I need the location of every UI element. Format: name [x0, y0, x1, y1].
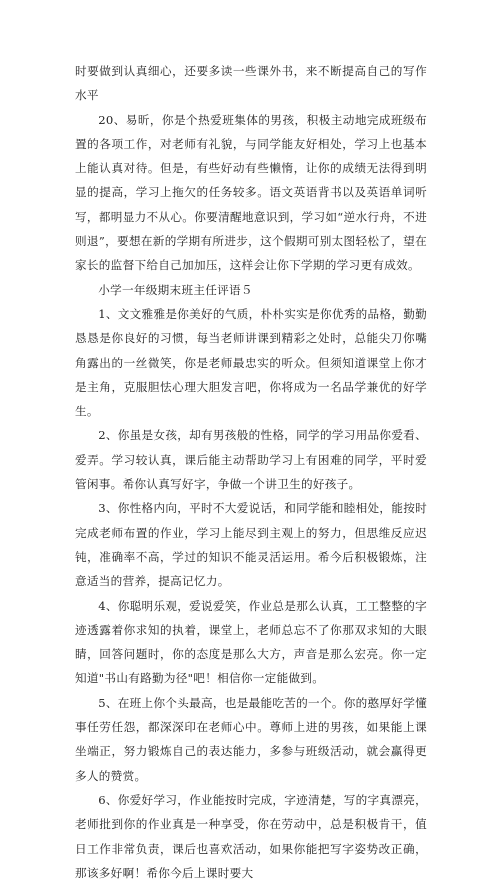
paragraph-comment-3: 3、你性格内向，平时不大爱说话，和同学能和睦相处，能按时完成老师布置的作业，学习上能尽到主观上的努力，但思维反应迟钝，准确率不高，学过的知识不能灵活运用。希今后积极锻炼，注意适当的营养，提高记忆力。 — [75, 501, 427, 589]
paragraph-comment-6: 6、你爱好学习，作业能按时完成，字迹清楚，写的字真漂亮，老师批到你的作业真是一种享受，你在劳动中，总是积极肯干，值日工作非常负责，课后也喜欢活动，如果你能把写字姿势改正确，那该多好啊！希你今后上课时要大 — [75, 792, 427, 880]
section-heading: 小学一年级期末班主任评语５ — [98, 282, 253, 297]
paragraph-comment-4: 4、你聪明乐观，爱说爱笑，作业总是那么认真，工工整整的字迹透露着你求知的执着，课堂上，老师总忘不了你那双求知的大眼睛，回答问题时，你的态度是那么大方，声音是那么宏亮。你一定知道"书山有路勤为径"吧！相信你一定能做到。 — [75, 598, 427, 686]
document-body — [75, 59, 427, 885]
paragraph-continuation: 时要做到认真细心，还要多读一些课外书，来不断提高自己的写作水平 — [75, 64, 427, 103]
paragraph-comment-20: 20、易昕，你是个热爱班集体的男孩，积极主动地完成班级布置的各项工作，对老师有礼貌，与同学能友好相处，学习上也基本上能认真对待。但是，有些好动有些懒惰，让你的成绩无法得到明显的提高，学习上拖欠的任务较多。语文英语背书以及英语单词听写，都明显力不从心。你要清醒地意识到，学习如“逆水行舟，不进则退”，要想在新的学期有所进步，这个假期可别太图轻松了，望在家长的监督下给自己加加压，这样会让你下学期的学习更有成效。 — [75, 112, 427, 273]
paragraph-comment-2: 2、你虽是女孩，却有男孩般的性格，同学的学习用品你爱看、爱弄。学习较认真，课后能主动帮助学习上有困难的同学，平时爱管闲事。希你认真写好字，争做一个讲卫生的好孩子。 — [75, 428, 427, 492]
paragraph-comment-5: 5、在班上你个头最高，也是最能吃苦的一个。你的憨厚好学懂事任劳任怨，都深深印在老师心中。尊师上进的男孩，如果能上课坐端正，努力锻炼自己的表达能力，多参与班级活动，就会赢得更多人的赞赏。 — [75, 695, 427, 783]
paragraph-comment-1: 1、文文雅雅是你美好的气质，朴朴实实是你优秀的品格，勤勤恳恳是你良好的习惯，每当老师讲课到精彩之处时，总能尖刀你嘴角露出的一丝微笑，你是老师最忠实的听众。但须知道课堂上你才是主角，克服胆怯心理大胆发言吧，你将成为一名品学兼优的好学生。 — [75, 306, 427, 419]
